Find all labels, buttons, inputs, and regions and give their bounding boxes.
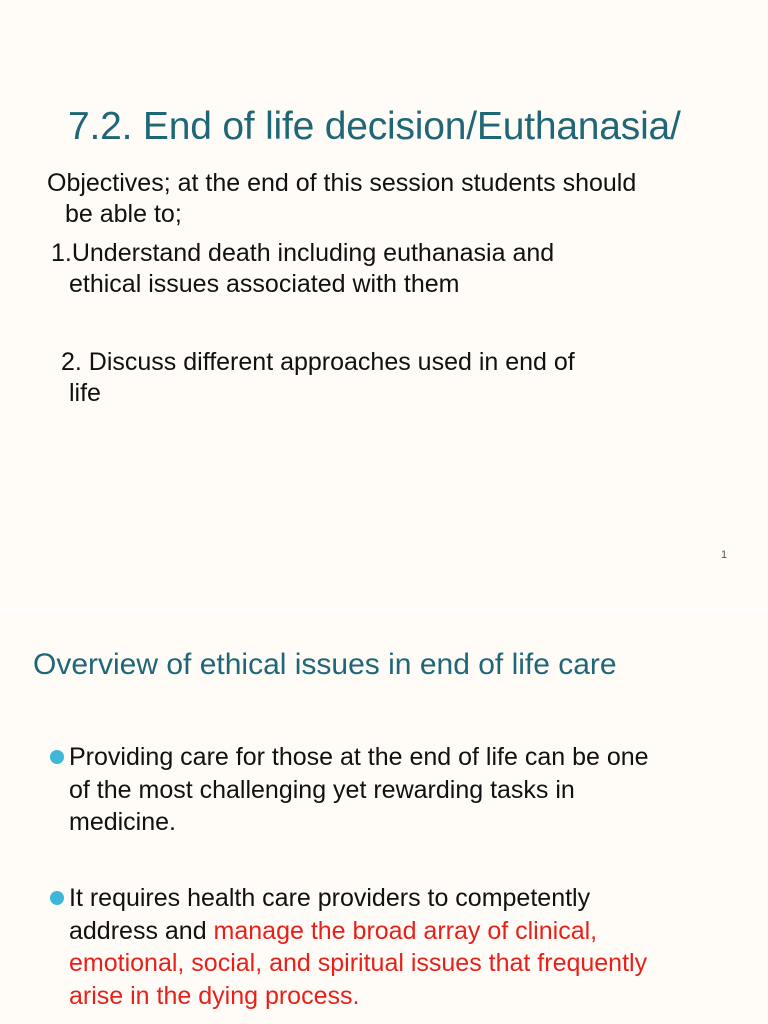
bullet-item-1 [50, 741, 649, 839]
objectives-intro [47, 168, 636, 230]
bullet-2-line-1: It requires health care providers to competently [69, 884, 591, 912]
bullet-item-2 [50, 882, 647, 1012]
bullet-2-line-3: emotional, social, and spiritual issues that frequently [69, 949, 648, 977]
objective-2-line-2: life [69, 379, 101, 407]
bullet-1-line-3: medicine. [69, 808, 176, 836]
bullet-2-highlight-text: manage the broad array of clinical, [213, 916, 598, 945]
bullet-dot-icon [50, 750, 64, 764]
bullet-1-line-1: Providing care for those at the end of life can be one [69, 743, 649, 771]
objective-2 [61, 347, 575, 409]
bullet-2-plain-text: address and [69, 916, 214, 945]
objective-1-line-1: 1.Understand death including euthanasia and [51, 239, 555, 267]
bullet-2-line-4: arise in the dying process. [69, 981, 360, 1010]
bullet-1-line-2: of the most challenging yet rewarding tasks in [69, 775, 575, 804]
slide-1-title: 7.2. End of life decision/Euthanasia/ [68, 105, 681, 148]
objectives-intro-line-2: be able to; [65, 200, 182, 228]
bullet-2-line-2 [50, 915, 647, 948]
slide-2-title: Overview of ethical issues in end of life care [33, 648, 617, 681]
objective-1 [51, 238, 554, 300]
objective-2-line-1: 2. Discuss different approaches used in end of [61, 348, 575, 376]
objectives-intro-line-1: Objectives; at the end of this session students should [47, 169, 637, 197]
bullet-dot-icon [50, 891, 64, 905]
objective-1-line-2: ethical issues associated with them [69, 270, 460, 298]
slide-number: 1 [721, 549, 728, 561]
